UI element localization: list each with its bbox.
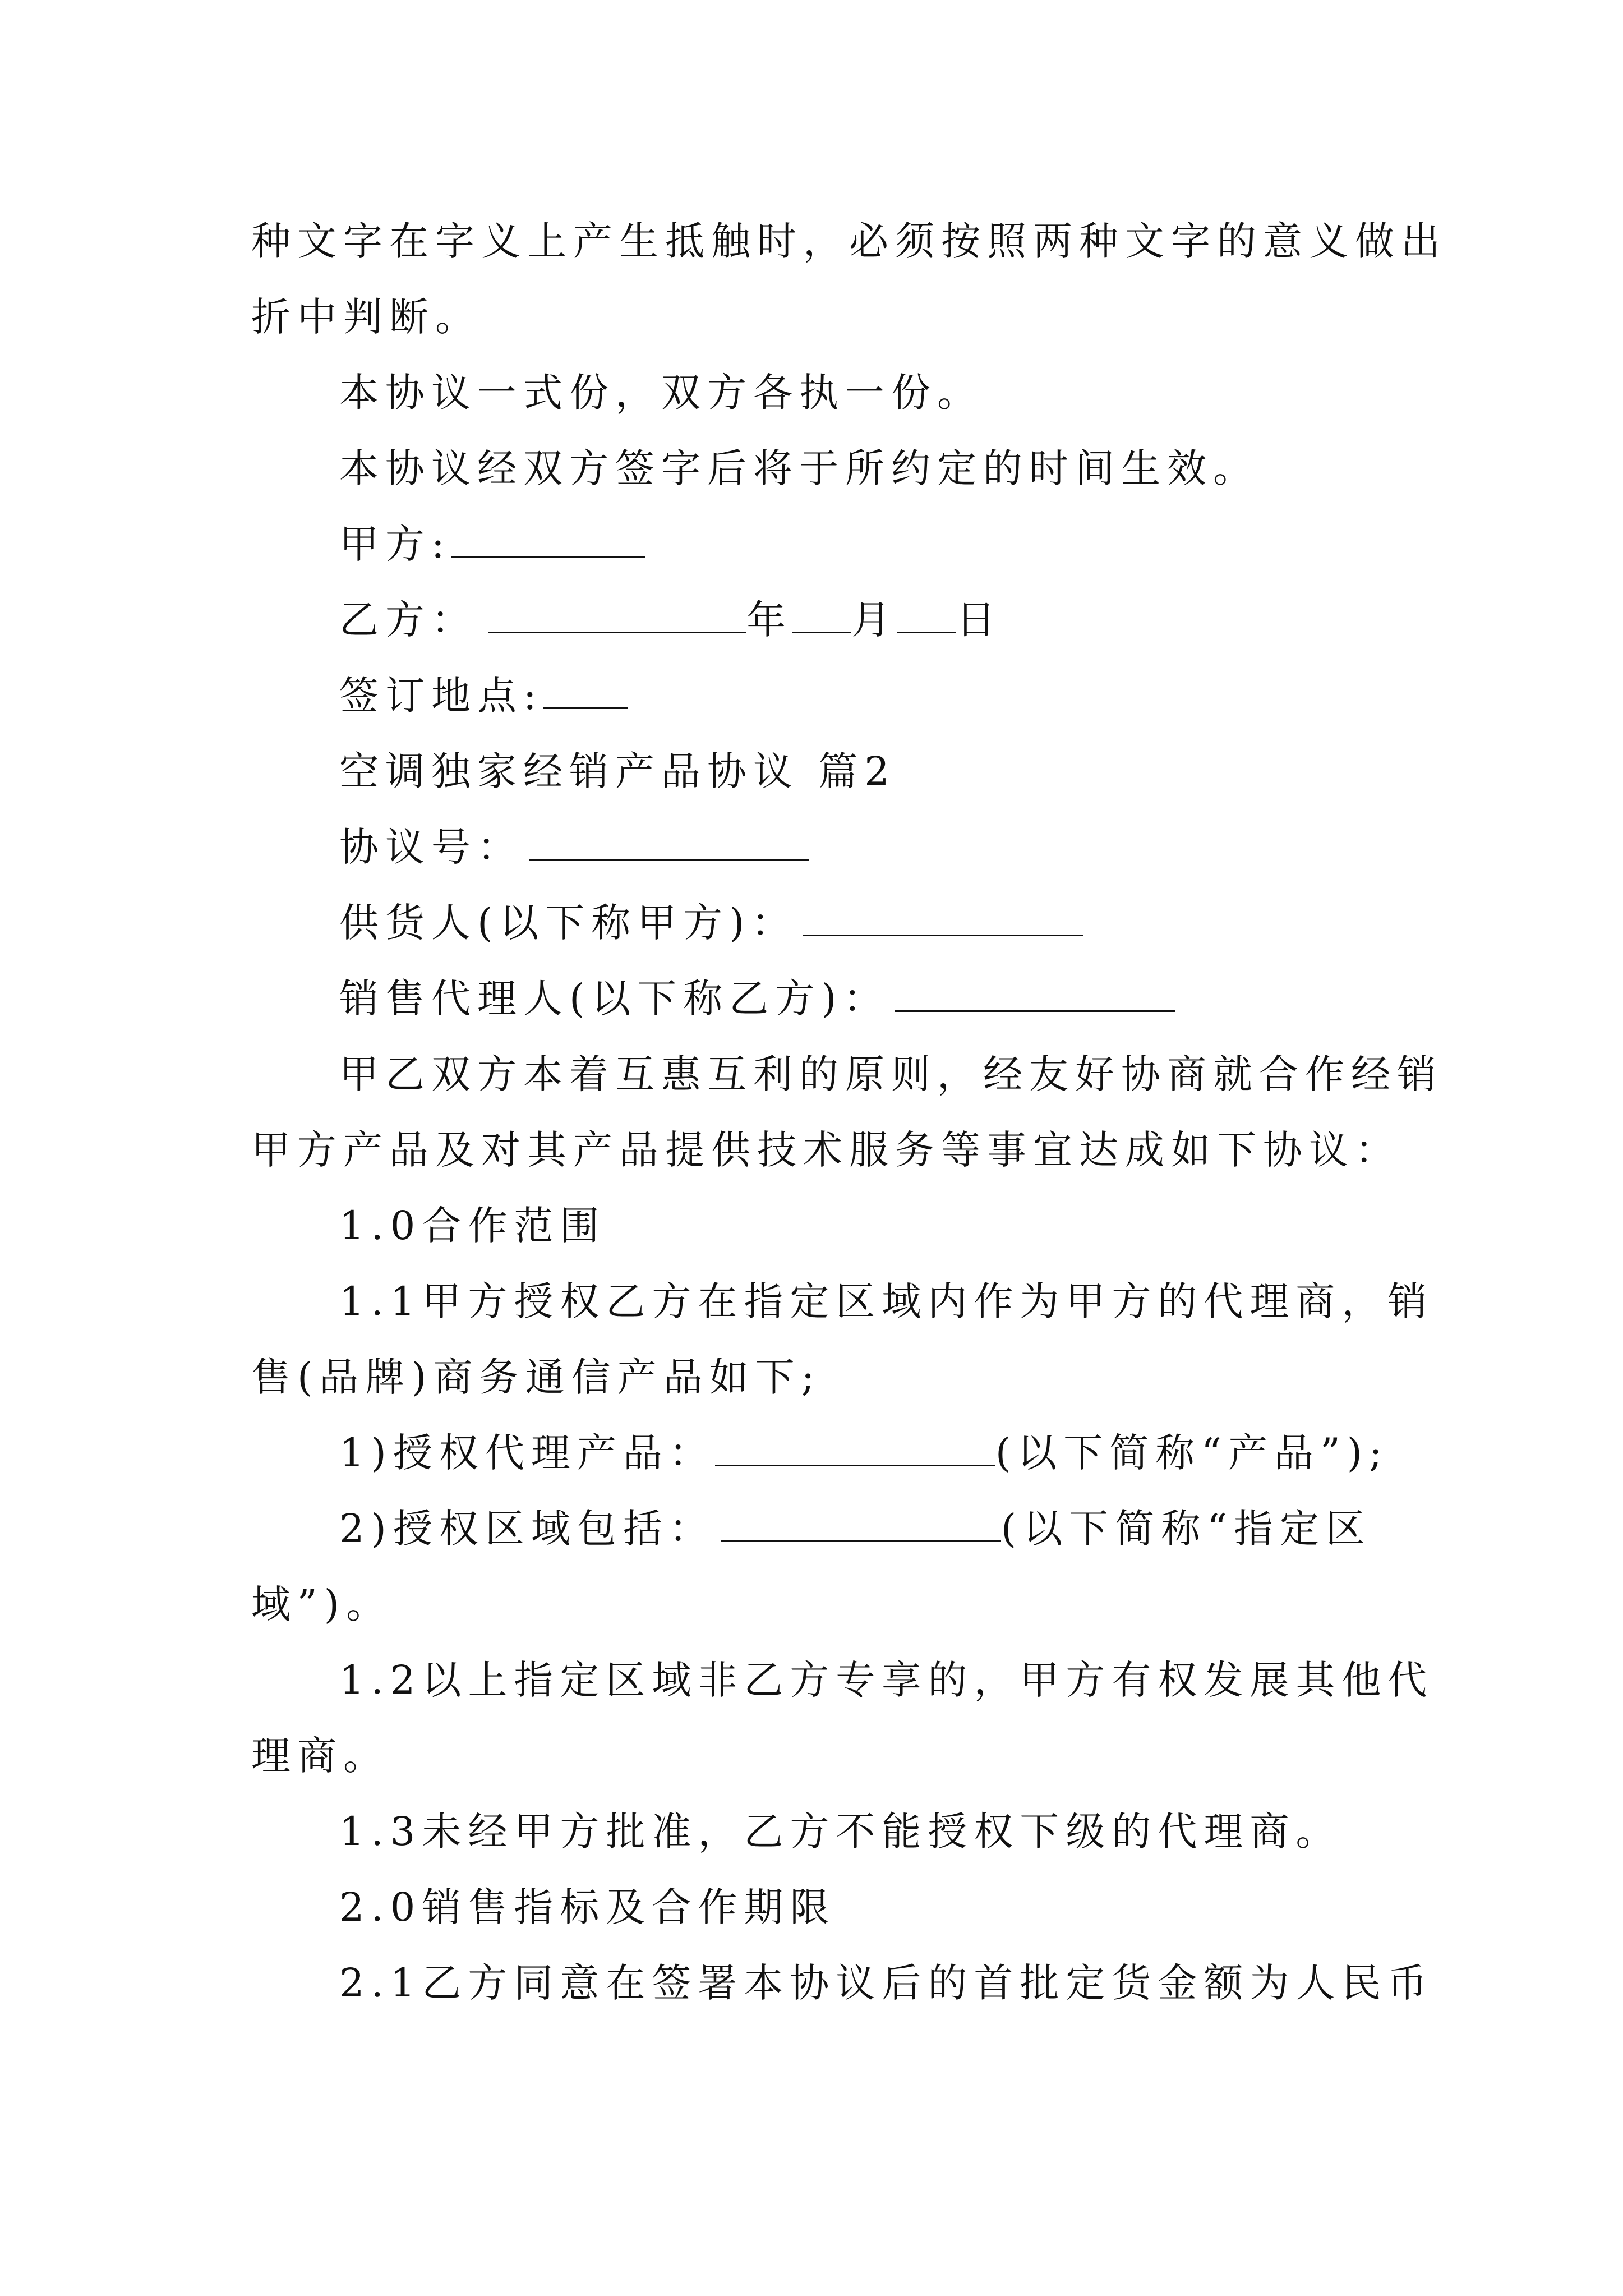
month-blank: [897, 596, 956, 633]
paragraph-line: 2.1乙方同意在签署本协议后的首批定货金额为人民币: [339, 1960, 1434, 2006]
authorized-products-line: 1)授权代理产品： (以下简称“产品”);: [339, 1430, 1389, 1476]
party-b-blank: [488, 596, 746, 633]
party-b-signature-line: 乙方： 年 月 日: [339, 597, 1002, 643]
paragraph-line: 种文字在字义上产生抵触时，必须按照两种文字的意义做出: [251, 218, 1447, 264]
clause-heading: 1.0合作范围: [339, 1203, 606, 1249]
supplier-blank: [803, 899, 1083, 936]
agreement-number-line: 协议号：: [0, 816, 1623, 878]
agreement-number-blank: [529, 823, 809, 861]
signing-place-blank: [543, 671, 628, 709]
authorized-products-blank: [715, 1429, 995, 1466]
paragraph-line: 本协议经双方签字后将于所约定的时间生效。: [339, 445, 1259, 491]
paragraph-line: 本协议一式份，双方各执一份。: [339, 370, 983, 416]
signing-place-line: 签订地点:: [0, 665, 1623, 726]
supplier-line: 供货人(以下称甲方)：: [0, 892, 1623, 954]
paragraph-line: 1.2以上指定区域非乙方专享的，甲方有权发展其他代: [339, 1657, 1434, 1703]
paragraph-line: 折中判断。: [251, 294, 481, 340]
party-a-blank: [451, 520, 645, 558]
agent-line: 销售代理人(以下称乙方)：: [0, 968, 1623, 1029]
paragraph-line: 售(品牌)商务通信产品如下;: [251, 1354, 822, 1400]
paragraph-line: 甲方产品及对其产品提供技术服务等事宜达成如下协议：: [251, 1127, 1401, 1173]
paragraph-line: 理商。: [251, 1733, 389, 1779]
authorized-region-line: 2)授权区域包括： (以下简称“指定区: [339, 1506, 1372, 1552]
year-blank: [792, 596, 851, 633]
party-a-signature-line: 甲方:: [0, 513, 1623, 575]
section-title: 空调独家经销产品协议 篇2: [339, 748, 896, 794]
agent-blank: [895, 974, 1175, 1012]
paragraph-line: 1.3未经甲方批准，乙方不能授权下级的代理商。: [339, 1809, 1342, 1855]
paragraph-line: 域”)。: [251, 1581, 393, 1627]
paragraph-line: 1.1甲方授权乙方在指定区域内作为甲方的代理商，销: [339, 1278, 1434, 1324]
paragraph-line: 甲乙双方本着互惠互利的原则，经友好协商就合作经销: [339, 1051, 1443, 1097]
authorized-region-blank: [721, 1504, 1001, 1542]
clause-heading: 2.0销售指标及合作期限: [339, 1884, 836, 1930]
